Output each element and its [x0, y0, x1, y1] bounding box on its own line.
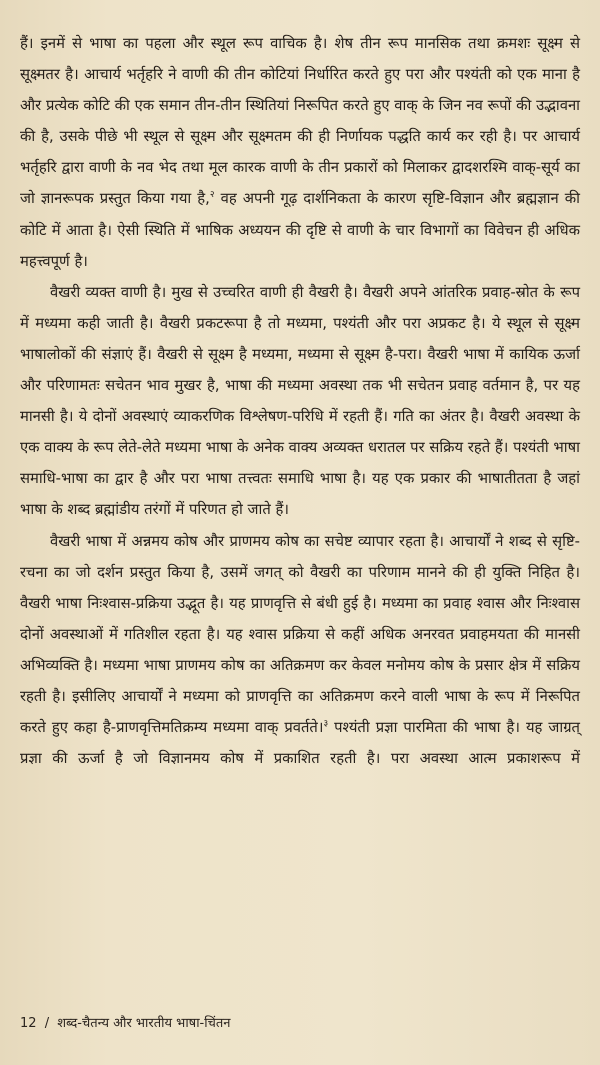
book-title: शब्द-चैतन्य और भारतीय भाषा-चिंतन — [57, 1016, 231, 1031]
paragraph-1-text: हैं। इनमें से भाषा का पहला और स्थूल रूप वाचिक है। शेष तीन रूप मानसिक तथा क्रमशः सूक्ष्म से सूक्ष्मतर है। आचार्य भर्तृहरि ने वाणी की तीन कोटियां निर्धारित करते हुए परा और पश्यंती को एक माना है और प्रत्येक कोटि की एक समान तीन-तीन स्थितियां निरूपित करते हुए वाक् के जिन नव रूपों की उद्भावना की है, उसके पीछे भी स्थूल से सूक्ष्म और सूक्ष्मतम की ही निर्णायक पद्धति कार्य कर रही है। पर आचार्य भर्तृहरि द्वारा वाणी के नव भेद तथा मूल कारक वाणी के तीन प्रकारों को मिलाकर द्वादशरश्मि वाक्-सूर्य का जो ज्ञानरूपक प्रस्तुत किया गया है, — [20, 35, 580, 208]
footnote-marker-3: ३ — [323, 719, 329, 730]
footer-separator: / — [44, 1016, 50, 1031]
page-footer — [20, 1014, 231, 1034]
paragraph-3 — [20, 526, 580, 775]
paragraph-3-text: वैखरी भाषा में अन्नमय कोष और प्राणमय कोष का सचेष्ट व्यापार रहता है। आचार्यों ने शब्द से सृष्टि-रचना का जो दर्शन प्रस्तुत किया है, उसमें जगत् को वैखरी का परिणाम मानने की ही युक्ति निहित है। वैखरी भाषा निःश्वास-प्रक्रिया उद्भूत है। यह प्राणवृत्ति से बंधी हुई है। मध्यमा का प्रवाह श्वास और निःश्वास दोनों अवस्थाओं में गतिशील रहता है। यह श्वास प्रक्रिया से कहीं अधिक अनरवत प्रवाहमयता की मानसी अभिव्यक्ति है। मध्यमा भाषा प्राणमय कोष का अतिक्रमण कर केवल मनोमय कोष के प्रसार क्षेत्र में सक्रिय रहती है। इसीलिए आचार्यों ने मध्यमा को प्राणवृत्ति का अतिक्रमण करने वाली भाषा के रूप में निरूपित करते हुए कहा है-प्राणवृत्तिमतिक्रम्य मध्यमा वाक् प्रवर्तते। — [20, 532, 580, 737]
paragraph-3-text-continued: पश्यंती प्रज्ञा पारमिता की भाषा है। यह जाग्रत् प्रज्ञा की ऊर्जा है जो विज्ञानमय कोष में प्रकाशित रहती है। परा अवस्था आत्म प्रकाशरूप में — [20, 719, 580, 768]
paragraph-2-text: वैखरी व्यक्त वाणी है। मुख से उच्चरित वाणी ही वैखरी है। वैखरी अपने आंतरिक प्रवाह-स्रोत के रूप में मध्यमा कही जाती है। वैखरी प्रकटरूपा है तो मध्यमा, पश्यंती और परा अप्रकट है। ये स्थूल से सूक्ष्म भाषालोकों की संज्ञाएं हैं। वैखरी से सूक्ष्म है मध्यमा, मध्यमा से सूक्ष्म है-परा। वैखरी भाषा में कायिक ऊर्जा और परिणामतः सचेतन भाव मुखर है, भाषा की मध्यमा अवस्था तक भी सचेतन प्रवाह वर्तमान है, पर यह मानसी है। ये दोनों अवस्थाएं व्याकरणिक विश्लेषण-परिधि में रहती हैं। गति का अंतर है। वैखरी अवस्था के एक वाक्य के रूप लेते-लेते मध्यमा भाषा के अनेक वाक्य अव्यक्त धरातल पर सक्रिय रहते हैं। पश्यंती भाषा समाधि-भाषा का द्वार है और परा भाषा तत्त्वतः समाधि भाषा है। यह एक प्रकार की भाषातीतता है जहां भाषा के शब्द ब्रह्मांडीय तरंगों में परिणत हो जाते हैं। — [20, 283, 580, 519]
page-number: 12 — [20, 1016, 37, 1031]
footnote-marker-2: २ — [209, 190, 215, 201]
paragraph-1 — [20, 28, 580, 277]
paragraph-1-text-continued: वह अपनी गूढ़ दार्शनिकता के कारण सृष्टि-विज्ञान और ब्रह्मज्ञान की कोटि में आता है। ऐसी स्थिति में भाषिक अध्ययन की दृष्टि से वाणी के चार विभागों का विवेचन ही अधिक महत्त्वपूर्ण है। — [20, 190, 580, 270]
paragraph-2 — [20, 277, 580, 526]
